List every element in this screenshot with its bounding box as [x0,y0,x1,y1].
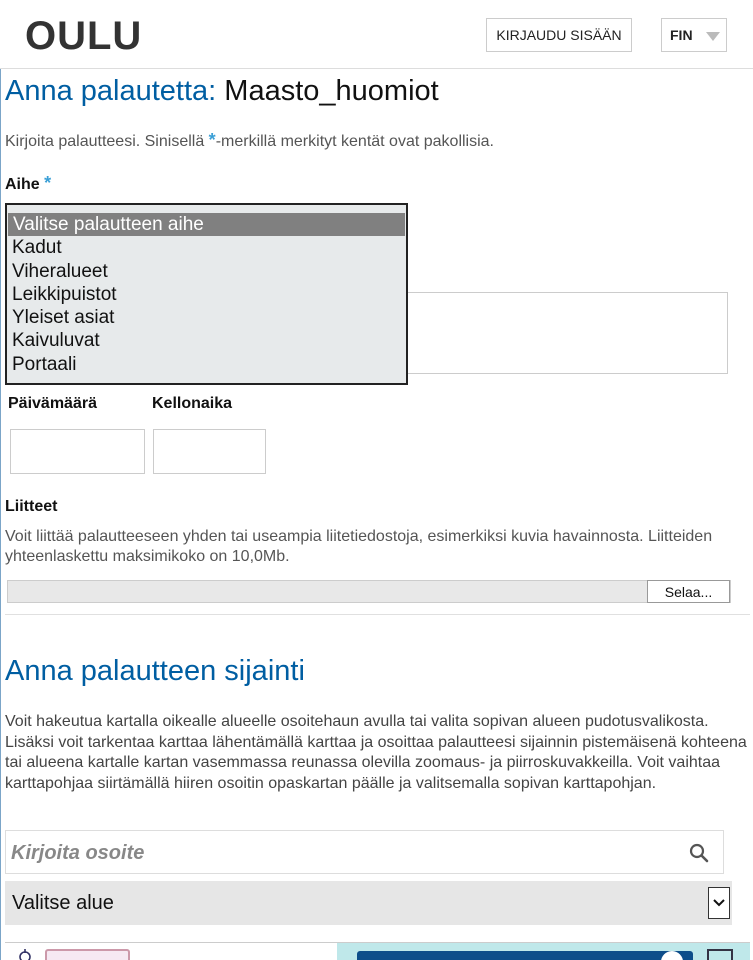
description-textarea[interactable] [400,292,728,374]
area-select-value: Valitse alue [12,892,114,914]
expand-icon[interactable] [707,949,733,960]
instructions-before: Kirjoita palautteesi. Sinisellä [5,133,209,150]
location-title: Anna palautteen sijainti [5,655,305,687]
area-select[interactable] [5,881,732,925]
attachments-text: Voit liittää palautteeseen yhden tai useampia liitetiedostoja, esimerkiksi kuvia havainnosta. Liitteiden yhteenlaskettu maksimikoko on 10,0Mb. [5,528,713,565]
map[interactable] [5,942,750,960]
header [0,0,753,69]
language-select[interactable] [661,18,727,52]
topic-option[interactable]: Kaivuluvat [12,330,100,352]
topic-option[interactable]: Leikkipuistot [12,283,117,305]
address-search[interactable] [5,830,724,874]
topic-option[interactable]: Portaali [12,353,77,375]
topic-listbox[interactable] [5,203,408,385]
locate-icon[interactable] [17,949,33,960]
map-toolbar [357,951,693,960]
browse-button[interactable]: Selaa... [647,580,730,603]
location-instructions: Voit hakeutua kartalla oikealle alueelle osoitehaun avulla tai valita sopivan alueen pudotusvalikosta. Lisäksi voit tarkentaa karttaa lähentämällä karttaa ja osoittaa palautteesi sijainnin pistemäisenä kohteena tai alueena kartalle kartan vasemmassa reunassa olevilla zoomaus- ja piirroskuvakkeilla. Voit vaihtaa karttapohjaa siirtämällä hiiren osoitin opaskartan päälle ja valitsemalla sopivan karttapohjan. [5,713,747,792]
topic-label-text: Aihe [5,176,40,193]
topic-option[interactable]: Valitse palautteen aihe [8,213,405,236]
login-button[interactable]: KIRJAUDU SISÄÄN [486,18,632,52]
page-title-name: Maasto_huomiot [224,75,439,107]
topic-label [5,173,51,194]
basemap-thumbnail[interactable] [45,949,130,960]
date-input[interactable] [10,429,145,474]
search-input[interactable]: Kirjoita osoite [11,842,145,864]
search-icon[interactable] [689,843,709,868]
date-label: Päivämäärä [8,395,97,412]
attachments-label: Liitteet [5,498,58,515]
page-title-prefix: Anna palautetta: [5,75,217,107]
page-title [5,75,439,108]
topic-option[interactable]: Yleiset asiat [12,307,115,329]
topic-option[interactable]: Kadut [12,237,62,259]
chevron-down-icon[interactable] [708,887,730,919]
caret-down-icon [706,32,720,41]
instructions-after: -merkillä merkityt kentät ovat pakollisia. [215,133,494,150]
divider [5,614,750,615]
instructions [5,130,494,151]
required-star-icon: * [208,130,216,150]
file-input[interactable] [7,580,731,603]
time-input[interactable] [153,429,266,474]
logo[interactable]: OULU [25,14,143,58]
required-star-icon: * [44,173,52,193]
topic-option[interactable]: Viheralueet [12,260,108,282]
page-left-border [0,69,1,960]
time-label: Kellonaika [152,395,233,412]
language-value: FIN [670,27,693,43]
